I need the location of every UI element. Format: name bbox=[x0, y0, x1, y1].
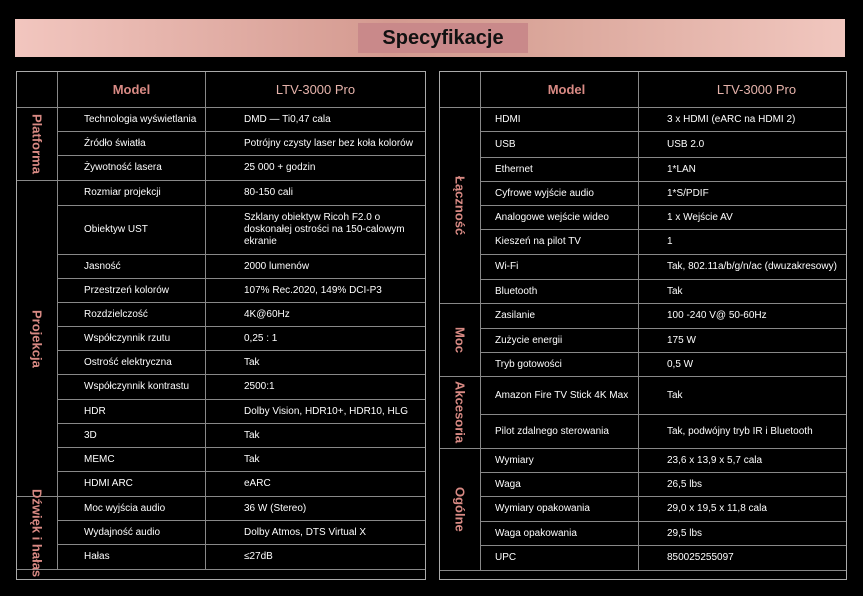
table-row bbox=[480, 522, 846, 546]
spec-label: HDMI ARC bbox=[84, 478, 133, 489]
table-row bbox=[57, 497, 425, 521]
table-row bbox=[57, 132, 425, 156]
spec-value: 1*LAN bbox=[638, 158, 846, 181]
table-row bbox=[57, 206, 425, 255]
spec-value: 175 W bbox=[638, 329, 846, 352]
spec-value: 2500:1 bbox=[205, 375, 425, 399]
table-row bbox=[57, 327, 425, 351]
table-row bbox=[480, 497, 846, 522]
group-label-cell bbox=[17, 181, 57, 497]
spec-value: Dolby Vision, HDR10+, HDR10, HLG bbox=[205, 400, 425, 423]
spec-label: Kieszeń na pilot TV bbox=[495, 236, 581, 247]
table-row bbox=[57, 255, 425, 279]
group-label-cell bbox=[440, 377, 480, 449]
spec-value: 36 W (Stereo) bbox=[205, 497, 425, 520]
header-model: Model bbox=[547, 81, 586, 97]
spec-value: Tak, 802.11a/b/g/n/ac (dwuzakresowy) bbox=[638, 255, 846, 279]
spec-label: USB bbox=[495, 138, 516, 150]
table-row bbox=[57, 545, 425, 570]
spec-label: Wymiary opakowania bbox=[495, 503, 590, 514]
spec-label: Wymiary bbox=[495, 454, 534, 466]
spec-value: Tak, podwójny tryb IR i Bluetooth bbox=[638, 415, 846, 448]
spec-value: 850025255097 bbox=[638, 546, 846, 570]
table-row bbox=[480, 415, 846, 449]
title-banner bbox=[15, 19, 845, 57]
group-label: Projekcja bbox=[29, 309, 45, 368]
spec-label: Tryb gotowości bbox=[495, 358, 562, 370]
spec-value: Dolby Atmos, DTS Virtual X bbox=[205, 521, 425, 544]
table-row bbox=[480, 230, 846, 255]
spec-label: Przestrzeń kolorów bbox=[84, 284, 170, 296]
table-row bbox=[480, 132, 846, 158]
right-spec-table bbox=[439, 71, 847, 580]
table-corner bbox=[17, 72, 57, 108]
spec-value: 4K@60Hz bbox=[205, 303, 425, 326]
spec-label: Waga bbox=[495, 478, 521, 490]
spec-label: Współczynnik rzutu bbox=[84, 332, 171, 344]
spec-label: Cyfrowe wyjście audio bbox=[495, 187, 594, 199]
spec-label: HDR bbox=[84, 405, 106, 417]
table-row bbox=[480, 108, 846, 132]
group-label-cell bbox=[440, 108, 480, 304]
spec-value: 26,5 lbs bbox=[638, 473, 846, 496]
spec-value: 2000 lumenów bbox=[205, 255, 425, 278]
table-row bbox=[480, 158, 846, 182]
spec-value: 0,25 : 1 bbox=[205, 327, 425, 350]
table-corner bbox=[440, 72, 480, 108]
spec-value: 25 000 + godzin bbox=[205, 156, 425, 180]
group-label: Dźwięk i hałas bbox=[29, 488, 45, 578]
table-row bbox=[57, 448, 425, 472]
left-spec-table bbox=[16, 71, 426, 580]
table-header bbox=[480, 72, 846, 108]
header-model-value: LTV-3000 Pro bbox=[205, 72, 425, 107]
spec-value: 80-150 cali bbox=[205, 181, 425, 205]
table-row bbox=[480, 206, 846, 230]
spec-label: Waga opakowania bbox=[495, 527, 577, 539]
table-row bbox=[57, 181, 425, 206]
table-row bbox=[480, 304, 846, 329]
spec-value: 1 bbox=[638, 230, 846, 254]
table-row bbox=[480, 280, 846, 304]
group-label: Moc bbox=[452, 327, 468, 353]
spec-value: 0,5 W bbox=[638, 353, 846, 376]
spec-label: MEMC bbox=[84, 453, 115, 465]
spec-value: 107% Rec.2020, 149% DCI-P3 bbox=[205, 279, 425, 302]
spec-value: ≤27dB bbox=[205, 545, 425, 569]
table-row bbox=[480, 329, 846, 353]
spec-label: HDMI bbox=[495, 113, 521, 125]
table-row bbox=[57, 400, 425, 424]
spec-label: Technologia wyświetlania bbox=[84, 113, 197, 125]
table-row bbox=[57, 303, 425, 327]
header-model-value: LTV-3000 Pro bbox=[638, 72, 846, 107]
group-label-cell bbox=[17, 108, 57, 181]
spec-label: Żywotność lasera bbox=[84, 162, 162, 173]
spec-value: Tak bbox=[205, 448, 425, 471]
spec-value: 29,0 x 19,5 x 11,8 cala bbox=[638, 497, 846, 521]
table-row bbox=[57, 108, 425, 132]
table-row bbox=[480, 377, 846, 415]
spec-label: 3D bbox=[84, 429, 97, 441]
table-header bbox=[57, 72, 425, 108]
spec-value: Tak bbox=[205, 351, 425, 374]
group-label: Łączność bbox=[452, 175, 468, 236]
spec-label: Pilot zdalnego sterowania bbox=[495, 425, 609, 437]
table-row bbox=[57, 375, 425, 400]
table-row bbox=[57, 156, 425, 181]
spec-value: 1 x Wejście AV bbox=[638, 206, 846, 229]
spec-value: eARC bbox=[205, 472, 425, 496]
spec-label: Wi-Fi bbox=[495, 261, 519, 272]
table-row bbox=[57, 521, 425, 545]
group-label: Ogólne bbox=[452, 487, 468, 532]
spec-label: Moc wyjścia audio bbox=[84, 502, 166, 514]
spec-label: Bluetooth bbox=[495, 285, 538, 297]
spec-value: 100 -240 V@ 50-60Hz bbox=[638, 304, 846, 328]
spec-label: Hałas bbox=[84, 551, 110, 562]
group-label-cell bbox=[440, 449, 480, 571]
group-label: Platforma bbox=[29, 114, 45, 174]
spec-value: 1*S/PDIF bbox=[638, 182, 846, 205]
spec-value: Tak bbox=[638, 377, 846, 414]
spec-value: 23,6 x 13,9 x 5,7 cala bbox=[638, 449, 846, 472]
spec-value: DMD — Ti0,47 cala bbox=[205, 108, 425, 131]
header-model: Model bbox=[112, 81, 151, 97]
spec-value: 3 x HDMI (eARC na HDMI 2) bbox=[638, 108, 846, 131]
spec-label: Źródło światła bbox=[84, 137, 146, 149]
spec-value: Tak bbox=[638, 280, 846, 303]
table-row bbox=[480, 353, 846, 377]
spec-label: Rozdzielczość bbox=[84, 308, 148, 320]
spec-value: Tak bbox=[205, 424, 425, 447]
table-row bbox=[57, 279, 425, 303]
table-row bbox=[480, 473, 846, 497]
spec-value: 29,5 lbs bbox=[638, 522, 846, 545]
spec-label: Obiektyw UST bbox=[84, 224, 148, 235]
spec-label: Analogowe wejście wideo bbox=[495, 211, 609, 223]
spec-label: Jasność bbox=[84, 260, 121, 272]
spec-label: UPC bbox=[495, 552, 517, 563]
group-label-cell bbox=[440, 304, 480, 377]
spec-value: Potrójny czysty laser bez koła kolorów bbox=[205, 132, 425, 155]
spec-label: Ethernet bbox=[495, 163, 533, 175]
table-row bbox=[480, 182, 846, 206]
spec-label: Wydajność audio bbox=[84, 526, 161, 538]
group-label-cell bbox=[17, 488, 57, 578]
table-row bbox=[57, 424, 425, 448]
table-row bbox=[57, 472, 425, 497]
spec-label: Ostrość elektryczna bbox=[84, 356, 172, 368]
table-row bbox=[57, 351, 425, 375]
group-label: Akcesoria bbox=[452, 381, 468, 444]
spec-value: Szklany obiektyw Ricoh F2.0 o doskonałej ostrości na 150-calowym ekranie bbox=[205, 206, 425, 254]
page-title: Specyfikacje bbox=[358, 23, 528, 53]
table-row bbox=[480, 449, 846, 473]
table-row bbox=[480, 255, 846, 280]
spec-label: Zużycie energii bbox=[495, 334, 563, 346]
spec-label: Rozmiar projekcji bbox=[84, 187, 161, 198]
spec-label: Zasilanie bbox=[495, 310, 536, 321]
spec-label: Amazon Fire TV Stick 4K Max bbox=[495, 389, 629, 401]
table-row bbox=[480, 546, 846, 571]
spec-label: Współczynnik kontrastu bbox=[84, 381, 190, 392]
spec-value: USB 2.0 bbox=[638, 132, 846, 157]
